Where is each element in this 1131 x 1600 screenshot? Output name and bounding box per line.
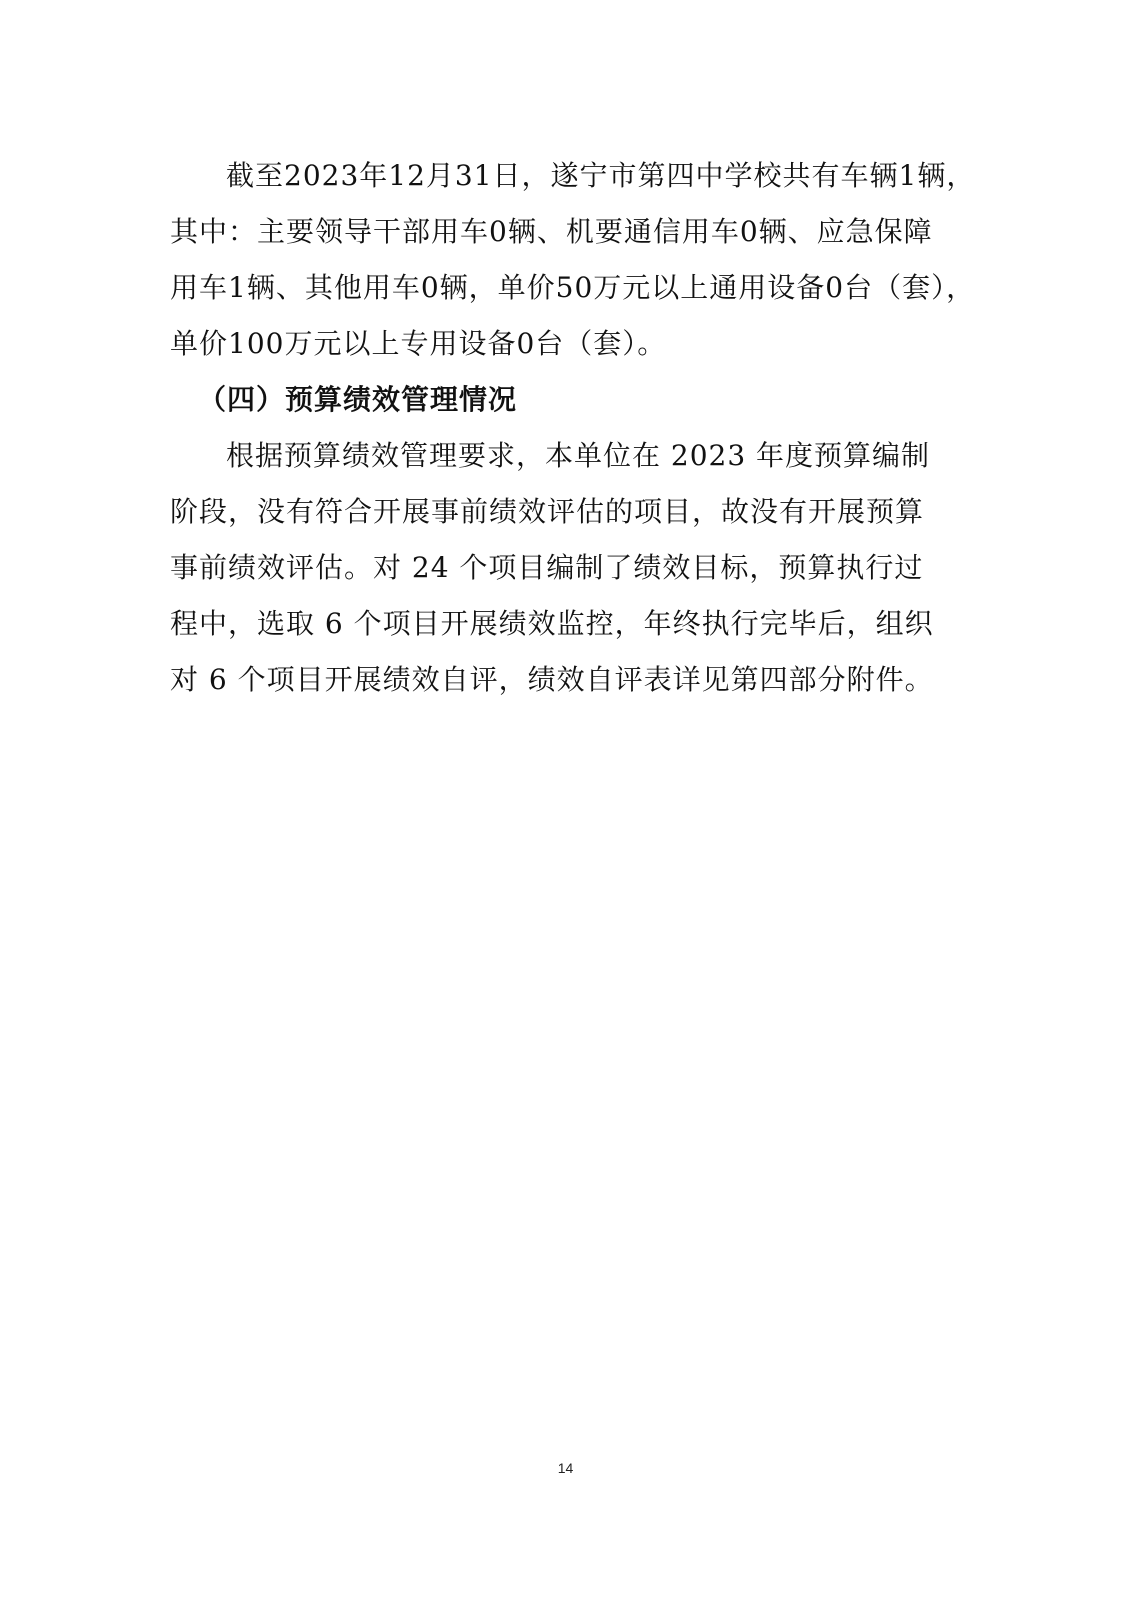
page-content (170, 148, 976, 708)
paragraph-line: 单价100万元以上专用设备0台（套）。 (170, 327, 667, 360)
paragraph-line: 用车1辆、其他用车0辆，单价50万元以上通用设备0台（套）， (170, 271, 976, 304)
paragraph-line: 对 6 个项目开展绩效自评，绩效自评表详见第四部分附件。 (170, 663, 934, 696)
performance-management-paragraph (170, 428, 960, 708)
paragraph-line: 事前绩效评估。对 24 个项目编制了绩效目标，预算执行过 (170, 551, 924, 584)
section-heading: （四）预算绩效管理情况 (198, 383, 518, 416)
paragraph-line: 其中：主要领导干部用车0辆、机要通信用车0辆、应急保障 (170, 215, 933, 248)
paragraph-line: 截至2023年12月31日，遂宁市第四中学校共有车辆1辆， (226, 159, 976, 192)
paragraph-line: 程中，选取 6 个项目开展绩效监控，年终执行完毕后，组织 (170, 607, 934, 640)
page-number: 14 (557, 1460, 574, 1476)
paragraph-line: 阶段，没有符合开展事前绩效评估的项目，故没有开展预算 (170, 495, 925, 528)
vehicle-assets-paragraph (170, 148, 976, 372)
paragraph-line: 根据预算绩效管理要求，本单位在 2023 年度预算编制 (226, 439, 931, 472)
